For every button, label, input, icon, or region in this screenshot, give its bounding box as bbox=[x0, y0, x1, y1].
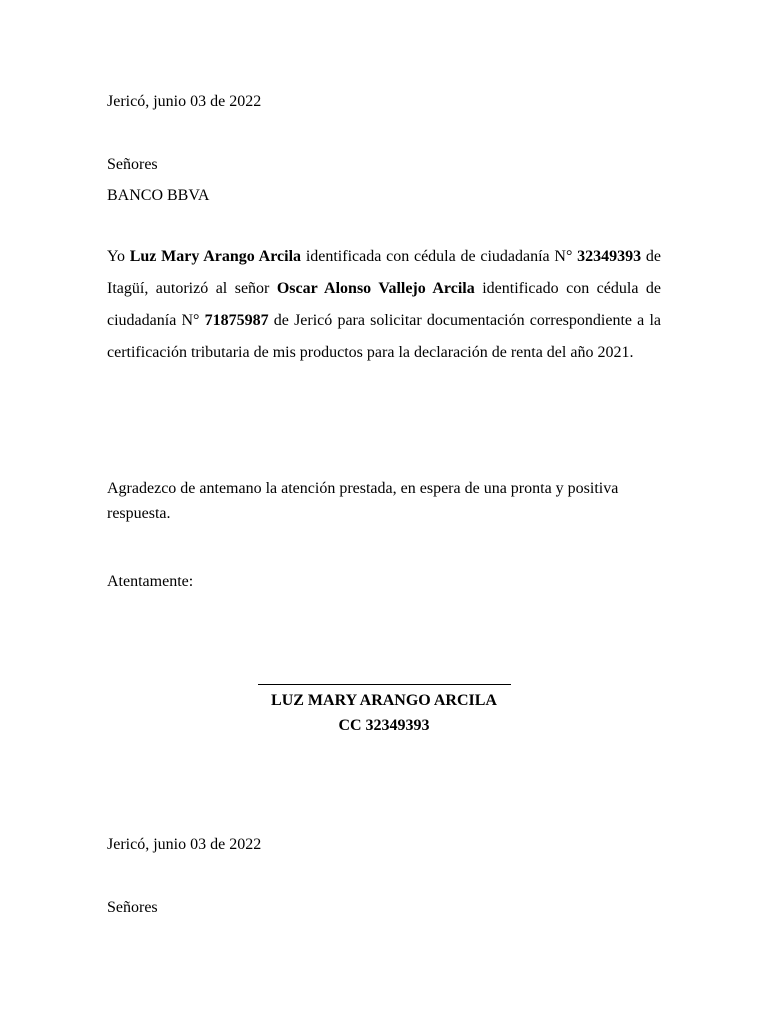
signature-name: LUZ MARY ARANGO ARCILA bbox=[271, 692, 497, 709]
body-text-4: identificado con cédula de ciudadanía N° bbox=[107, 280, 661, 329]
authorized-id: 71875987 bbox=[204, 312, 269, 329]
body-text-5: de Jericó para solicitar documentación correspondiente a la certificación tributaria de mis productos para la declaración de renta del año 2021. bbox=[107, 312, 661, 361]
body-text-1: Yo bbox=[107, 248, 130, 265]
signature-id: CC 32349393 bbox=[338, 717, 430, 734]
signature-line bbox=[258, 684, 511, 685]
grantor-id: 32349393 bbox=[577, 248, 642, 265]
body-text-2: identificada con cédula de ciudadanía N° bbox=[301, 248, 578, 265]
closing: Atentamente: bbox=[107, 573, 194, 590]
body-text-3: de Itagüí, autorizó al señor bbox=[107, 248, 661, 297]
salutation: Señores bbox=[107, 156, 158, 173]
authorized-name: Oscar Alonso Vallejo Arcila bbox=[276, 280, 475, 297]
thanks-paragraph: Agradezco de antemano la atención prestada, en espera de una pronta y positiva respuesta. bbox=[107, 480, 619, 522]
next-letter-date: Jericó, junio 03 de 2022 bbox=[107, 836, 262, 853]
grantor-name: Luz Mary Arango Arcila bbox=[129, 248, 302, 265]
body-paragraph bbox=[107, 241, 661, 369]
recipient: BANCO BBVA bbox=[107, 187, 210, 204]
next-letter-salutation: Señores bbox=[107, 899, 158, 916]
letter-date: Jericó, junio 03 de 2022 bbox=[107, 93, 262, 110]
